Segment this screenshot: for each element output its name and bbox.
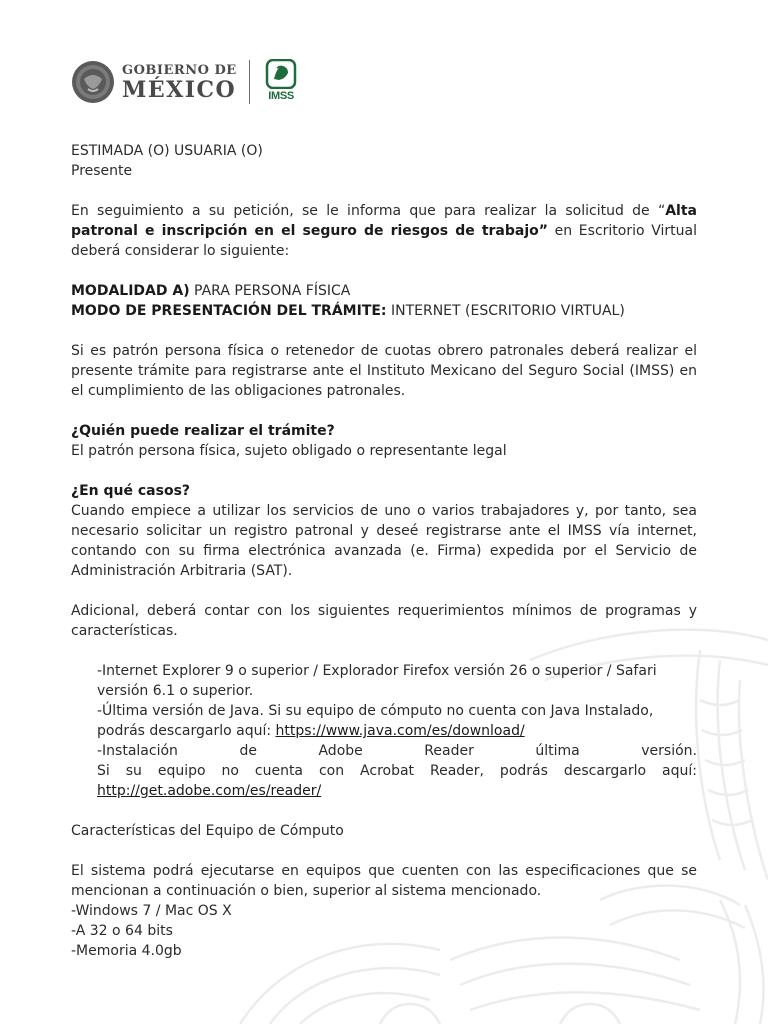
- requirement-adobe-line2: Si su equipo no cuenta con Acrobat Reader, podrás descargarlo aquí:: [97, 763, 697, 779]
- spec-os: -Windows 7 / Mac OS X: [71, 903, 232, 919]
- logo-separator: [249, 60, 251, 104]
- gob-line2: MÉXICO: [122, 76, 237, 103]
- requirement-browsers: -Internet Explorer 9 o superior / Explorador Firefox versión 26 o superior / Safari versión 6.1 o superior.: [97, 663, 657, 699]
- imss-label: IMSS: [268, 90, 294, 102]
- requirement-adobe-line1: -Instalación de Adobe Reader última versión.: [97, 743, 697, 759]
- modalidad-label: MODALIDAD A): [71, 283, 190, 299]
- requirement-java: [97, 701, 697, 741]
- salutation-line1: ESTIMADA (O) USUARIA (O): [71, 143, 263, 159]
- gobierno-de-mexico-logo: [122, 64, 237, 101]
- requirement-adobe-link-line: [97, 781, 697, 801]
- intro-after: en Escritorio Virtual deberá considerar lo siguiente:: [71, 223, 697, 259]
- casos-heading-text: ¿En qué casos?: [71, 483, 191, 499]
- modalidad-value: PARA PERSONA FÍSICA: [189, 283, 351, 299]
- page-header: [70, 58, 298, 106]
- intro-paragraph: [71, 201, 697, 261]
- casos-heading: [71, 481, 697, 501]
- java-download-link[interactable]: https://www.java.com/es/download/: [275, 723, 525, 739]
- quien-heading-text: ¿Quién puede realizar el trámite?: [71, 423, 335, 439]
- intro-bold-title: Alta patronal e inscripción en el seguro de riesgos de trabajo”: [71, 203, 697, 239]
- casos-text: Cuando empiece a utilizar los servicios de uno o varios trabajadores y, por tanto, sea necesario solicitar un registro patronal y deseé registrarse ante el IMSS vía internet, contando con su firma electrónica avanzada (e. Firma) expedida por el Servicio de Administración Arbitraria (SAT).: [71, 503, 697, 579]
- requirements-list: [71, 661, 697, 801]
- letter-body: [71, 141, 697, 961]
- gob-line1: GOBIERNO DE: [122, 62, 237, 78]
- spec-bits: -A 32 o 64 bits: [71, 923, 173, 939]
- persona-fisica-paragraph: Si es patrón persona física o retenedor de cuotas obrero patronales deberá realizar el presente trámite para registrarse ante el Instituto Mexicano del Seguro Social (IMSS) en el cumplimiento de las obligaciones patronales.: [71, 343, 697, 399]
- salutation-line2: Presente: [71, 163, 133, 179]
- imss-eagle-icon: [265, 59, 297, 89]
- intro-before: En seguimiento a su petición, se le informa que para realizar la solicitud de “: [71, 203, 666, 219]
- imss-logo: [264, 59, 298, 105]
- modo-line: [71, 301, 697, 321]
- adobe-download-link[interactable]: http://get.adobe.com/es/reader/: [97, 783, 322, 799]
- adicional-paragraph: Adicional, deberá contar con los siguientes requerimientos mínimos de programas y características.: [71, 603, 697, 639]
- spec-memory: -Memoria 4.0gb: [71, 943, 182, 959]
- mexico-coat-of-arms-icon: [70, 59, 116, 105]
- sistema-paragraph: El sistema podrá ejecutarse en equipos que cuenten con las especificaciones que se mencionan a continuación o bien, superior al sistema mencionado.: [71, 863, 697, 899]
- modalidad-line: [71, 281, 697, 301]
- modo-value: INTERNET (ESCRITORIO VIRTUAL): [386, 303, 625, 319]
- requirement-java-text: -Última versión de Java. Si su equipo de cómputo no cuenta con Java Instalado, podrás descargarlo aquí:: [97, 703, 654, 739]
- modo-label: MODO DE PRESENTACIÓN DEL TRÁMITE:: [71, 303, 387, 319]
- quien-heading: [71, 421, 697, 441]
- caracteristicas-heading: Características del Equipo de Cómputo: [71, 823, 344, 839]
- quien-text: El patrón persona física, sujeto obligado o representante legal: [71, 443, 507, 459]
